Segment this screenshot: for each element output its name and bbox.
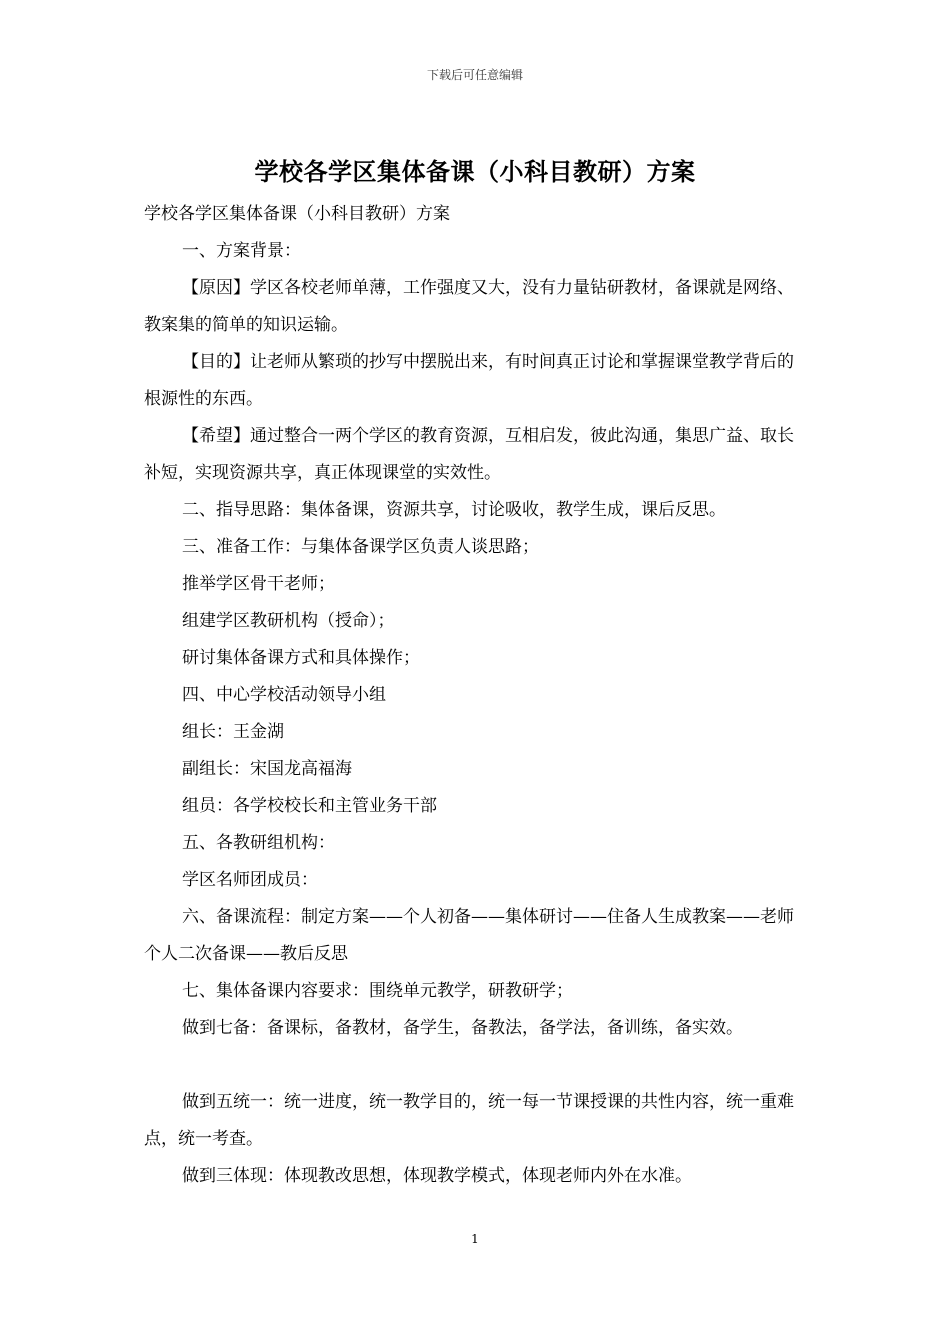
paragraph: 组建学区教研机构（授命）； [182, 611, 395, 631]
paragraph: 学区名师团成员： [182, 870, 318, 890]
page-number: 1 [471, 1232, 479, 1246]
section-heading: 一、方案背景： [182, 241, 301, 261]
section-heading: 七、集体备课内容要求：围绕单元教学，研教研学； [182, 981, 573, 1001]
paragraph: 做到三体现：体现教改思想，体现教学模式，体现老师内外在水准。 [182, 1166, 692, 1186]
paragraph: 推举学区骨干老师； [182, 574, 335, 594]
header-note: 下载后可任意编辑 [426, 68, 523, 82]
section-heading: 六、备课流程：制定方案——个人初备——集体研讨——住备人生成教案——老师个人二次备课——教后反思 [144, 907, 794, 964]
paragraph: 【目的】让老师从繁琐的抄写中摆脱出来，有时间真正讨论和掌握课堂教学背后的根源性的东西。 [144, 352, 794, 409]
paragraph: 【希望】通过整合一两个学区的教育资源，互相启发，彼此沟通，集思广益、取长补短，实现资源共享，真正体现课堂的实效性。 [144, 426, 794, 483]
section-heading: 三、准备工作：与集体备课学区负责人谈思路； [182, 537, 539, 557]
paragraph: 研讨集体备课方式和具体操作； [182, 648, 420, 668]
paragraph: 组员：各学校校长和主管业务干部 [182, 796, 437, 816]
section-heading: 四、中心学校活动领导小组 [182, 685, 386, 705]
blank-line [144, 1047, 809, 1084]
document-body [144, 196, 809, 1195]
document-title: 学校各学区集体备课（小科目教研）方案 [254, 157, 696, 186]
paragraph: 做到七备：备课标，备教材，备学生，备教法，备学法，备训练，备实效。 [182, 1018, 743, 1038]
paragraph: 【原因】学区各校老师单薄，工作强度又大，没有力量钻研教材，备课就是网络、教案集的简单的知识运输。 [144, 278, 794, 335]
paragraph: 组长：王金湖 [182, 722, 284, 742]
paragraph: 做到五统一：统一进度，统一教学目的，统一每一节课授课的共性内容，统一重难点，统一考查。 [144, 1092, 794, 1149]
section-heading: 五、各教研组机构： [182, 833, 335, 853]
paragraph: 副组长：宋国龙高福海 [182, 759, 352, 779]
section-heading: 二、指导思路：集体备课，资源共享，讨论吸收，教学生成，课后反思。 [182, 500, 726, 520]
subtitle-line: 学校各学区集体备课（小科目教研）方案 [144, 204, 450, 224]
